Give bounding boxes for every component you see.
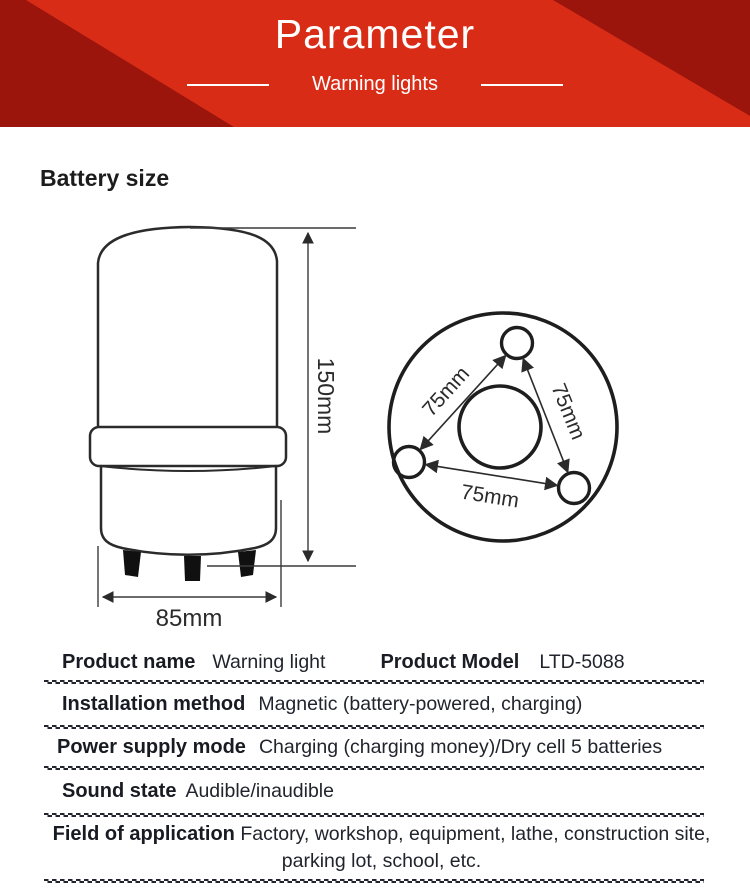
table-row-product-name	[44, 644, 719, 680]
product-model-label: Product Model	[380, 650, 520, 673]
spec-table	[44, 644, 719, 883]
spacing-label-right: 75mm	[546, 380, 590, 443]
row-divider	[44, 879, 704, 883]
battery-size-heading: Battery size	[40, 165, 170, 191]
banner-subtitle-row	[0, 73, 750, 96]
table-row-power-supply	[44, 729, 719, 766]
width-dimension-label: 85mm	[155, 605, 223, 632]
table-row-field-of-application	[44, 817, 719, 879]
lamp-base-outline	[101, 466, 276, 555]
product-name-label: Product name	[62, 650, 196, 673]
sound-state-value: Audible/inaudible	[185, 780, 334, 802]
field-of-application-value: Factory, workshop, equipment, lathe, construction site, parking lot, school, etc.	[240, 823, 711, 872]
header-banner	[0, 0, 750, 127]
field-of-application-label: Field of application	[52, 823, 235, 845]
subtitle-rule-right	[481, 84, 563, 86]
lamp-dome-outline	[98, 227, 277, 428]
installation-method-value: Magnetic (battery-powered, charging)	[258, 693, 583, 715]
battery-size-diagram	[0, 200, 750, 650]
lamp-foot-right	[238, 550, 256, 577]
height-dimension-label: 150mm	[313, 357, 339, 435]
mount-hole-top	[502, 328, 533, 359]
center-hole-circle	[459, 386, 541, 468]
page-subtitle: Warning lights	[312, 73, 438, 95]
mount-hole-right	[559, 473, 590, 504]
subtitle-rule-left	[187, 84, 269, 86]
table-row-sound-state	[44, 770, 719, 813]
lamp-foot-middle	[184, 556, 201, 581]
spacing-label-bottom: 75mm	[459, 480, 521, 513]
power-supply-label: Power supply mode	[57, 736, 246, 758]
power-supply-value: Charging (charging money)/Dry cell 5 batteries	[258, 736, 663, 758]
sound-state-label: Sound state	[62, 780, 177, 802]
lamp-collar	[90, 427, 286, 466]
product-model-value: LTD-5088	[539, 650, 625, 673]
spacing-label-left: 75mm	[418, 362, 475, 422]
page-title: Parameter	[274, 11, 476, 57]
lamp-foot-left	[123, 550, 141, 577]
side-view-drawing	[90, 227, 286, 581]
product-name-value: Warning light	[212, 650, 326, 673]
installation-method-label: Installation method	[62, 693, 246, 715]
table-row-installation-method	[44, 684, 719, 725]
mount-hole-left	[394, 447, 425, 478]
